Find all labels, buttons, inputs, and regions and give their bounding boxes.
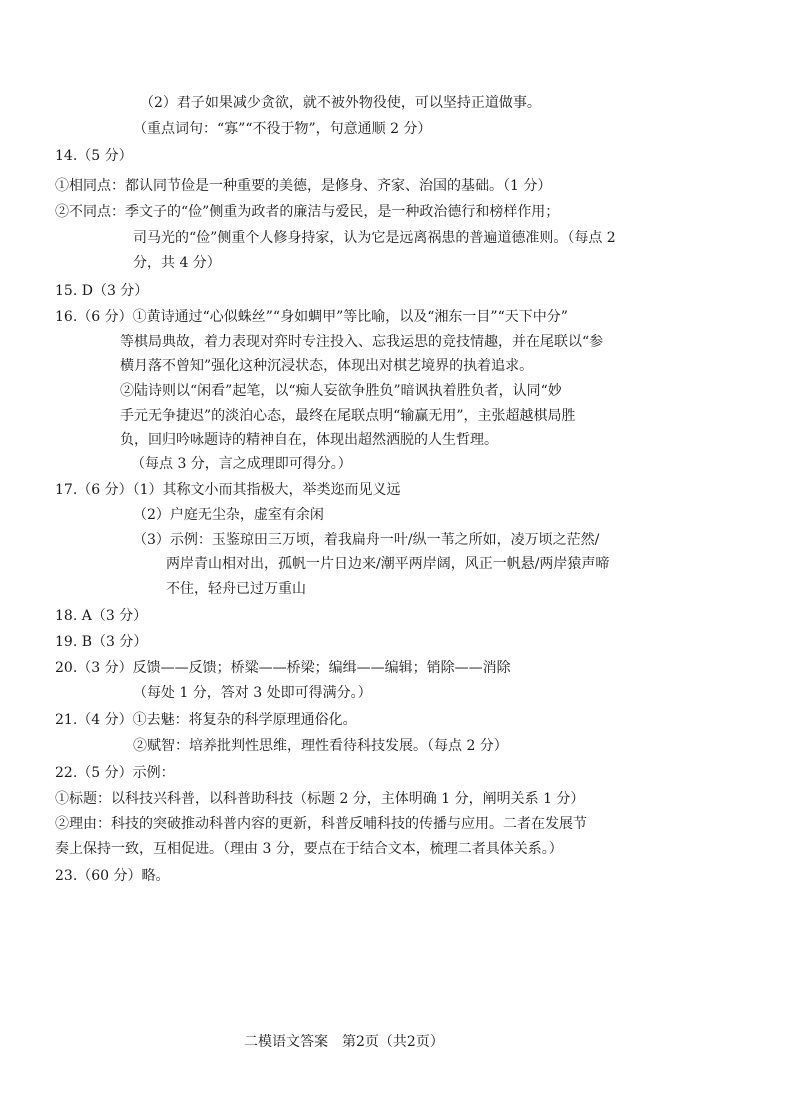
- line-16-point-2: ②陆诗则以“闲看”起笔，以“痴人妄欲争胜负”暗讽执着胜负者，认同“妙: [120, 383, 562, 399]
- line-14-difference-cont-2: 分，共 4 分）: [133, 255, 221, 271]
- line-17-2: （2）户庭无尘杂，虚室有余闲: [133, 507, 324, 523]
- line-16-cont-2: 横月落不曾知”强化这种沉浸状态，体现出对棋艺境界的执着追求。: [120, 358, 534, 374]
- line-21-point-2: ②赋智：培养批判性思维，理性看待科技发展。（每点 2 分）: [133, 738, 508, 754]
- line-14-similarity: ①相同点：都认同节俭是一种重要的美德，是修身、齐家、治国的基础。（1 分）: [55, 178, 552, 194]
- line-13-2-scoring: （重点词句：“寡”“不役于物”，句意通顺 2 分）: [133, 121, 432, 137]
- line-22-header: 22.（5 分）示例：: [55, 765, 175, 781]
- line-19-answer: 19. B（3 分）: [55, 634, 148, 650]
- line-17-3-cont-1: 两岸青山相对出，孤帆一片日边来/潮平两岸阔，风正一帆悬/两岸猿声啼: [166, 556, 610, 572]
- line-20-answer: 20.（3 分）反馈——反馈；桥粱——桥梁；编缉——编辑；销除——消除: [55, 660, 511, 676]
- page-footer: 二模语文答案 第2页（共2页）: [244, 1034, 444, 1050]
- line-18-answer: 18. A（3 分）: [55, 608, 148, 624]
- line-22-title: ①标题：以科技兴科普，以科普助科技（标题 2 分，主体明确 1 分，阐明关系 1 分）: [55, 791, 585, 807]
- line-23-answer: 23.（60 分）略。: [55, 868, 170, 884]
- line-14-difference-cont-1: 司马光的“俭”侧重个人修身持家，认为它是远离祸患的普遍道德准则。（每点 2: [133, 230, 616, 246]
- line-22-reason: ②理由：科技的突破推动科普内容的更新，科普反哺科技的传播与应用。二者在发展节: [55, 816, 587, 832]
- line-15-answer: 15. D（3 分）: [55, 283, 149, 299]
- line-16-scoring: （每点 3 分，言之成理即可得分。）: [131, 456, 352, 472]
- line-16-cont-1: 等棋局典故，着力表现对弈时专注投入、忘我运思的竞技情趣，并在尾联以“参: [120, 334, 604, 350]
- line-17-3-cont-2: 不住，轻舟已过万重山: [166, 581, 306, 597]
- line-14-header: 14.（5 分）: [55, 148, 133, 164]
- line-20-scoring: （每处 1 分，答对 3 处即可得满分。）: [133, 685, 372, 701]
- line-16-point-2-cont-2: 负，回归吟咏题诗的精神自在，体现出超然洒脱的人生哲理。: [120, 432, 498, 448]
- line-17-3: （3）示例：玉鉴琼田三万顷，着我扁舟一叶/纵一苇之所如，凌万顷之茫然/: [133, 532, 600, 548]
- line-21-answer: 21.（4 分）①去魅：将复杂的科学原理通俗化。: [55, 712, 357, 728]
- line-22-reason-cont: 奏上保持一致，互相促进。（理由 3 分，要点在于结合文本，梳理二者具体关系。）: [55, 841, 563, 857]
- line-16-point-2-cont-1: 手元无争捷迟”的淡泊心态，最终在尾联点明“输赢无用”，主张超越棋局胜: [120, 408, 576, 424]
- line-13-2-answer: （2）君子如果减少贪欲，就不被外物役使，可以坚持正道做事。: [140, 95, 541, 111]
- line-14-difference: ②不同点：季文子的“俭”侧重为政者的廉洁与爱民，是一种政治德行和榜样作用；: [55, 204, 560, 220]
- line-17-header: 17.（6 分）（1）其称文小而其指极大，举类迩而见义远: [55, 482, 401, 498]
- line-16-header: 16.（6 分）①黄诗通过“心似蛛丝”“身如蜩甲”等比喻，以及“湘东一目”“天下中分”: [55, 309, 568, 325]
